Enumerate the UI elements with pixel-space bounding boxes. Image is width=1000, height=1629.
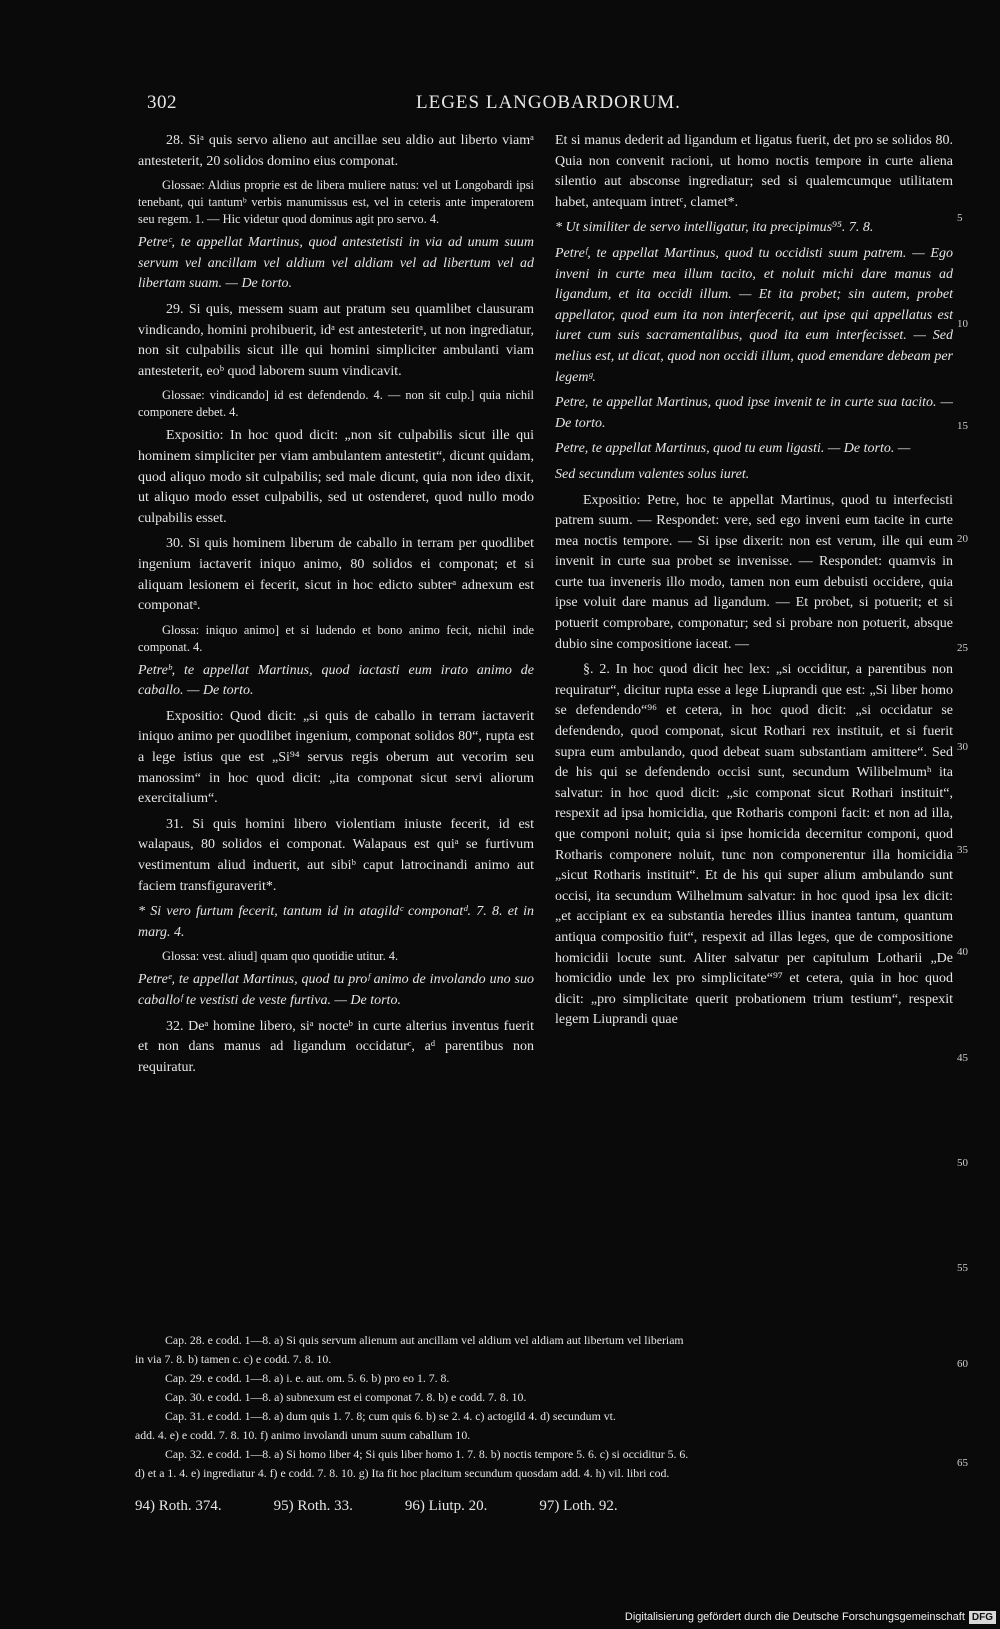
right-column <box>555 131 953 1036</box>
paragraph: * Si vero furtum fecerit, tantum id in atagildᶜ componatᵈ. 7. 8. et in marg. 4. <box>138 904 534 940</box>
paragraph: Sed secundum valentes solus iuret. <box>555 466 750 482</box>
paragraph: Expositio: Quod dicit: „si quis de caballo in terram iactaverit iniquo animo per quodlibet ingenium, componat solidos 80“, rupta est a lege istius que est „Si⁹⁴ servus regis oberum aut vecorim seu manossim“ in hoc quod dicit: „ita componat sicut servi aliorum exercitalium“. <box>138 708 534 807</box>
reference: 96) Liutp. 20. <box>404 1498 488 1514</box>
footnote-line: in via 7. 8. b) tamen c. c) e codd. 7. 8. 10. <box>135 1352 332 1366</box>
paragraph: Petre, te appellat Martinus, quod ipse invenit te in curte sua tacito. — De torto. <box>555 395 953 431</box>
dfg-logo: DFG <box>969 1611 996 1624</box>
line-number: 20 <box>957 533 968 545</box>
line-number: 15 <box>957 420 968 432</box>
left-column <box>138 131 534 1083</box>
footnote-line: Cap. 31. e codd. 1—8. a) dum quis 1. 7. 8; cum quis 6. b) se 2. 4. c) actogild 4. d) secundum vt. <box>165 1409 616 1423</box>
paragraph: Expositio: Petre, hoc te appellat Martinus, quod tu interfecisti patrem suum. — Respondet: vere, sed ego inveni eum tacite in curte mea noctis tempore. — Si ipse dixerit: non est verum, ille qui eum invenit in curte sua probet se invenisse. — Respondet: quamvis in curte tua inveneris illo modo, tamen non eum debuisti occidere, quia ipse voluit dare manus ad ligandum. — Et probet, si potuerit; et si potuerit comprobare, componatur; sed si probare non potuerit, absque dubio sine compositione iaceat. — <box>555 492 953 652</box>
footnote-line: Cap. 30. e codd. 1—8. a) subnexum est ei componat 7. 8. b) e codd. 7. 8. 10. <box>165 1390 527 1404</box>
footer-text: Digitalisierung gefördert durch die Deutsche Forschungsgemeinschaft <box>624 1611 965 1623</box>
paragraph: Glossae: vindicando] id est defendendo. 4. — non sit culp.] quia nichil componere debet. 4. <box>138 388 534 420</box>
paragraph: 28. Siᵃ quis servo alieno aut ancillae seu aldio aut liberto viamᵃ antesteterit, 20 solidos domino eius componat. <box>138 133 534 169</box>
reference: 95) Roth. 33. <box>273 1498 353 1514</box>
paragraph: Glossa: vest. aliud] quam quo quotidie utitur. 4. <box>162 949 399 964</box>
digitization-footer <box>625 1608 996 1626</box>
running-title: LEGES LANGOBARDORUM. <box>416 92 681 113</box>
footnote-line: add. 4. e) e codd. 7. 8. 10. f) animo involandi unum suum caballum 10. <box>135 1428 471 1442</box>
reference: 94) Roth. 374. <box>135 1498 222 1514</box>
paragraph: 32. Deᵃ homine libero, siᵃ nocteᵇ in curte alterius inventus fuerit et non dans manus ad ligandum occidaturᶜ, aᵈ parentibus non requiratur. <box>138 1018 534 1075</box>
page-number: 302 <box>147 92 177 113</box>
reference: 97) Loth. 92. <box>539 1498 618 1514</box>
line-number: 5 <box>957 212 963 224</box>
paragraph: Petreᶜ, te appellat Martinus, quod antestetisti in via ad unum suum servum vel ancillam vel aldium vel aldiam vel ad libertum vel ad libertam suam. — De torto. <box>138 235 534 292</box>
footnote-line: Cap. 28. e codd. 1—8. a) Si quis servum alienum aut ancillam vel aldium vel aldiam aut libertum vel liberiam <box>165 1333 684 1347</box>
paragraph: 29. Si quis, messem suam aut pratum seu quamlibet clausuram vindicando, homini prohibuerit, idᵃ est antesteteritᵃ, ut non ingrediatur, non sit culpabilis sicut ille qui homini simpliciter ambulanti viam antesteterit, eoᵇ quod laborem suum vindicavit. <box>138 301 534 379</box>
line-number: 55 <box>957 1262 968 1274</box>
line-number: 45 <box>957 1052 968 1064</box>
paragraph: 30. Si quis hominem liberum de caballo in terram per quodlibet ingenium iactaverit iniquo animo, 80 solidos ei componat; et si aliquam lesionem ei fecerit, sicut in hoc edicto subterᵃ adnexum est componatᵃ. <box>138 536 534 614</box>
paragraph: Expositio: In hoc quod dicit: „non sit culpabilis sicut ille qui hominem simpliciter per viam ambulantem antestetit“, dicunt quidam, quod aliquo modo sit culpabilis; sed male dicunt, quia non ideo dixit, ut aliquo modo esset culpabilis, sed ut ostenderet, quod nullo modo culpabilis esset. <box>138 428 534 526</box>
line-number: 40 <box>957 946 968 958</box>
line-number: 35 <box>957 844 968 856</box>
line-number: 25 <box>957 642 968 654</box>
line-number: 30 <box>957 741 968 753</box>
paragraph: Petreᵇ, te appellat Martinus, quod iactasti eum irato animo de caballo. — De torto. <box>138 662 534 699</box>
paragraph: Et si manus dederit ad ligandum et ligatus fuerit, det pro se solidos 80. Quia non convenit racioni, ut homo noctis tempore in curte aliena silentio aut absconse ingrediatur; sed si qualemcumque utilitatem habet, antequam intretᶜ, clamet*. <box>555 133 953 210</box>
paragraph: Petre, te appellat Martinus, quod tu eum ligasti. — De torto. — <box>555 441 911 457</box>
paragraph: * Ut similiter de servo intelligatur, ita precipimus⁹⁵. 7. 8. <box>555 220 874 236</box>
source-references <box>135 1498 670 1515</box>
footnote-line: d) et a 1. 4. e) ingrediatur 4. f) e codd. 7. 8. 10. g) Ita fit hoc placitum secundum quosdam add. 4. h) vil. libri cod. <box>135 1466 670 1480</box>
line-number: 65 <box>957 1457 968 1469</box>
footnote-line: Cap. 29. e codd. 1—8. a) i. e. aut. om. 5. 6. b) pro eo 1. 7. 8. <box>165 1371 450 1385</box>
paragraph: Petreᵉ, te appellat Martinus, quod tu proᶠ animo de involando uno suo caballoᶠ te vestisti de veste furtiva. — De torto. <box>138 972 534 1008</box>
line-number: 10 <box>957 318 968 330</box>
paragraph: Glossae: Aldius proprie est de libera muliere natus: vel ut Longobardi ipsi tenebant, qui tantumᵇ verbis manumissus est, vel in ceteris ante imperatorem seu regem. 1. — Hic videtur quod dominus agit pro servo. 4. <box>138 178 534 227</box>
paragraph: §. 2. In hoc quod dicit hec lex: „si occiditur, a parentibus non requiratur“, dicitur rupta esse a lege Liuprandi que est: „Si liber homo se defendendo“⁹⁶ et cetera, in hoc quod dicit: „si occidatur se defendendo, quod componat, sicut Rothari rex instituit, et si fuerit supra eum ambulando, quod debeat suam substantiam amittere“. Sed de his qui se defendendo occisi sunt, secundum Wilibelmumʰ ita salvatur: in hoc quod dicit: „sic componat sicut Rothari instituit“, respexit ad ipsa homicidia, que Rotharis componi facit: et non ad illa, que componi noluit; quia si ipse homicida decernitur componi, quod Rotharis componere noluit, tunc non componerentur illa homicidia „sicut Rotharis instituit“. Et de his qui super alium ambulando sunt occisi, ita secundum Wilhelmum salvatur: in hoc quod ipsa lex dicit: „et accipiant ex ea substantia heredes illius inantea tantum, quantum antiqua compositio fuit“, respexit ad illas leges, que de compositione homicidii locute sunt. Aliter salvatur per capitulum Lotharii „De homicidio unde lex pro simplicitate“⁹⁷ et cetera, quia in hoc quod dicit: „pro simplicitate querit probationem trium testium“, respexit legem Liuprandi quae <box>555 662 953 1028</box>
line-number: 60 <box>957 1358 968 1370</box>
footnote-line: Cap. 32. e codd. 1—8. a) Si homo liber 4; Si quis liber homo 1. 7. 8. b) noctis tempore 5. 6. c) si occiditur 5. 6. <box>165 1447 689 1461</box>
paragraph: Glossa: iniquo animo] et si ludendo et bono animo fecit, nichil inde componat. 4. <box>138 622 534 654</box>
critical-apparatus <box>135 1331 955 1483</box>
paragraph: Petreᶠ, te appellat Martinus, quod tu occidisti suum patrem. — Ego inveni in curte mea illum tacito, et noluit michi dare manus ad ligandum, et ita occidi illum. — Et ita probet; sin autem, probet appellator, quod eum ita non interfecerit, aut ipse qui appellatus est iuret cum suis sacramentalibus, quod ita eum interfecisset. — Sed melius est, ut dicat, quod non occidi illum, quod emendare debeam per legemᵍ. <box>555 245 953 385</box>
paragraph: 31. Si quis homini libero violentiam iniuste fecerit, id est walapaus, 80 solidos ei componat. Walapaus est quiᵃ se furtivum vestimentum aliud induerit, aut sibiᵇ caput latrocinandi animo aut faciem transfiguraverit*. <box>138 816 534 894</box>
line-number: 50 <box>957 1157 968 1169</box>
